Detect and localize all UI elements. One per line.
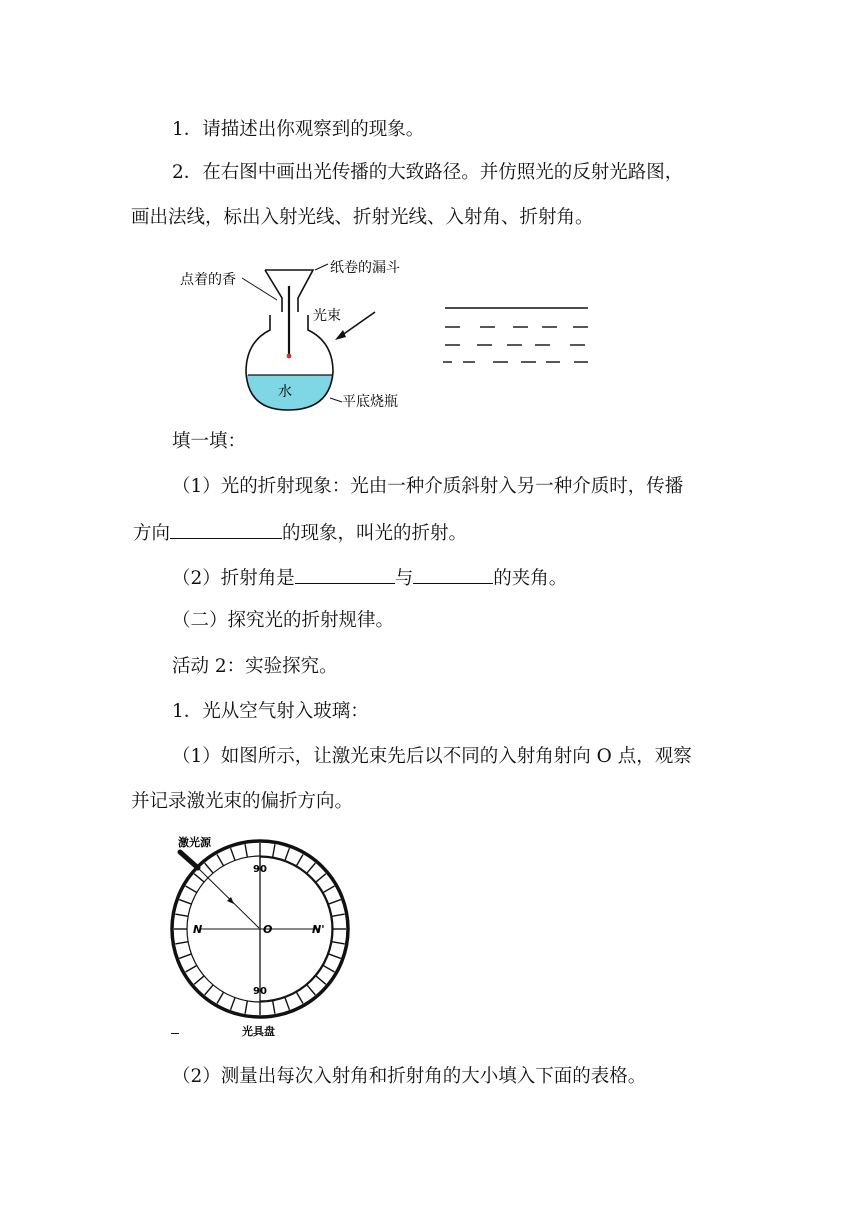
flask-figure xyxy=(170,250,600,415)
disk-tick xyxy=(307,985,315,995)
disk-tick xyxy=(273,844,275,857)
fill-heading: 填一填： xyxy=(172,431,247,452)
step-1-line-2: 并记录激光束的偏折方向。 xyxy=(131,791,354,812)
section-title: （二）探究光的折射规律。 xyxy=(172,610,395,631)
disk-tick xyxy=(285,848,289,860)
disk-tick xyxy=(245,844,247,857)
disk-tick xyxy=(245,1001,247,1014)
disk-tick xyxy=(179,954,191,958)
disk-tick xyxy=(285,998,289,1010)
laser-source-icon xyxy=(180,852,198,868)
disk-tick xyxy=(186,886,197,893)
arrow-head-icon xyxy=(335,330,346,340)
disk-tick xyxy=(217,992,224,1003)
disk-tick xyxy=(323,886,334,893)
label-funnel: 纸卷的漏斗 xyxy=(330,260,400,276)
fill-item-2-prefix: （2）折射角是 xyxy=(172,568,295,589)
disk-tick xyxy=(332,942,345,944)
disk-tick xyxy=(205,863,213,873)
disk-tick xyxy=(329,954,341,958)
answer-blank-2[interactable] xyxy=(295,563,395,584)
disk-tick xyxy=(297,855,304,866)
label-n-prime: N' xyxy=(312,923,325,936)
water-dashes xyxy=(443,327,588,362)
disk-tick xyxy=(231,998,235,1010)
answer-blank-1[interactable] xyxy=(170,518,282,539)
disk-tick xyxy=(194,874,204,882)
label-disk: 光具盘 xyxy=(242,1025,275,1038)
fill-item-1-line-2 xyxy=(133,518,467,547)
label-n: N xyxy=(193,923,203,936)
optical-disk-figure xyxy=(170,832,370,1042)
disk-tick xyxy=(316,874,326,882)
disk-tick xyxy=(186,966,197,973)
incident-ray xyxy=(198,868,259,928)
step-1-line-1: （1）如图所示，让激光束先后以不同的入射角射向 O 点，观察 xyxy=(172,746,692,767)
subsection-1: 1．光从空气射入玻璃： xyxy=(172,701,369,722)
leader-funnel xyxy=(315,264,328,270)
fill-item-2-mid: 与 xyxy=(394,568,414,589)
activity-heading: 活动 2：实验探究。 xyxy=(172,656,338,677)
label-laser: 激光源 xyxy=(178,836,211,849)
stray-mark xyxy=(171,1033,179,1034)
disk-tick xyxy=(297,992,304,1003)
fill-item-2-suffix: 的夹角。 xyxy=(493,568,568,589)
incense-tip xyxy=(287,354,292,359)
disk-tick xyxy=(194,976,204,984)
disk-tick xyxy=(175,914,188,916)
disk-tick xyxy=(273,1001,275,1014)
disk-tick xyxy=(175,942,188,944)
question-2-line-1: 2．在右图中画出光传播的大致路径。并仿照光的反射光路图， xyxy=(172,162,684,183)
disk-tick xyxy=(329,900,341,904)
disk-tick xyxy=(231,848,235,860)
disk-tick xyxy=(179,900,191,904)
leader-flask xyxy=(330,398,342,402)
label-flask: 平底烧瓶 xyxy=(342,394,398,410)
step-2: （2）测量出每次入射角和折射角的大小填入下面的表格。 xyxy=(172,1066,647,1087)
fill-item-1-prefix: 方向 xyxy=(133,523,171,544)
question-1: 1．请描述出你观察到的现象。 xyxy=(172,119,425,140)
label-90-top: 90 xyxy=(253,864,267,875)
disk-tick xyxy=(217,855,224,866)
label-90-bottom: 90 xyxy=(253,986,267,997)
fill-item-1-line-1: （1）光的折射现象：光由一种介质斜射入另一种介质时，传播 xyxy=(172,476,684,497)
label-incense: 点着的香 xyxy=(180,272,236,288)
fill-item-2 xyxy=(172,563,567,592)
disk-tick xyxy=(205,985,213,995)
fill-item-1-suffix: 的现象，叫光的折射。 xyxy=(282,523,468,544)
disk-tick xyxy=(323,966,334,973)
answer-blank-3[interactable] xyxy=(413,563,493,584)
label-beam: 光束 xyxy=(313,308,341,324)
label-water: 水 xyxy=(278,384,292,400)
question-2-line-2: 画出法线，标出入射光线、折射光线、入射角、折射角。 xyxy=(131,207,594,228)
disk-tick xyxy=(316,976,326,984)
disk-tick xyxy=(332,914,345,916)
disk-tick xyxy=(307,863,315,873)
label-o: O xyxy=(263,923,273,936)
